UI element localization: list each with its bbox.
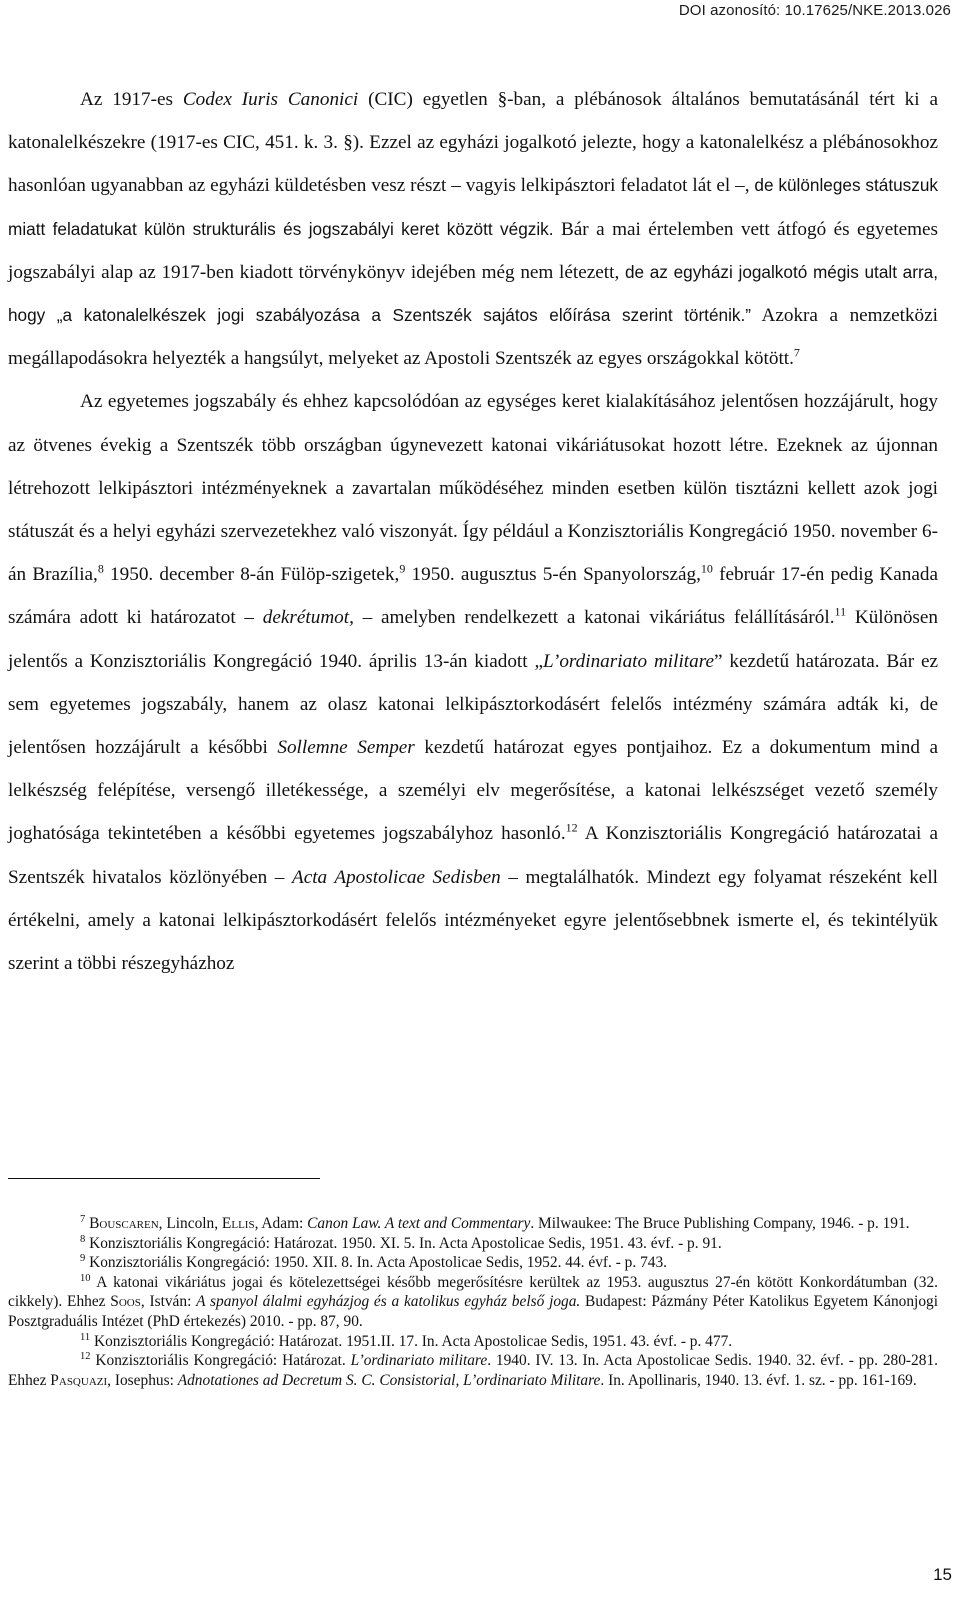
text-span: – megtalálhatók. Mindezt egy folyamat részeként kell értékelni, amely a katonai lelkipásztorkodásért felelős intézményeket egyre jelentősebbnek ismerte el, és tekintélyük szerint a többi részegyházhoz bbox=[8, 866, 938, 975]
paragraph-1 bbox=[8, 78, 938, 380]
footnote-8 bbox=[8, 1234, 938, 1254]
italic-span: Adnotationes ad Decretum S. C. Consistorial, L’ordinariato Militare bbox=[177, 1371, 601, 1389]
italic-span: Sollemne Semper bbox=[277, 737, 415, 759]
text-span: B bbox=[89, 1215, 100, 1232]
text-span: , Adam: bbox=[254, 1215, 308, 1232]
footnote-number: 8 bbox=[80, 1233, 86, 1245]
text-span: Az egyetemes jogszabály és ehhez kapcsolódóan az egységes keret kialakításához jelentősen hozzájárult, hogy az ötvenes évekig a Szentszék több országban úgynevezett katonai vikáriátusokat hozott létre. Ezeknek az újonnan létrehozott lelkipásztori intézményeknek a zavartalan működéséhez minden esetben külön tisztázni kellett azok jogi státuszát és a helyi egyházi szervezetekhez való viszonyát. Így például a Konzisztoriális Kongregáció 1950. november 6-án Brazília, bbox=[8, 391, 938, 586]
footnote-ref-10[interactable]: 10 bbox=[700, 561, 713, 576]
text-span: Budapest: Pázmány Péter Katolikus Egyetem Kánonjogi Posztgraduális Intézet (PhD értekezés) 2010. - pp. 87, 90. bbox=[8, 1293, 938, 1330]
doi-header: DOI azonosító: 10.17625/NKE.2013.026 bbox=[678, 2, 951, 19]
footnote-number: 10 bbox=[80, 1272, 91, 1284]
footnote-number: 12 bbox=[80, 1351, 91, 1363]
smallcaps-span: llis bbox=[231, 1215, 255, 1232]
text-span: Konzisztoriális Kongregáció: Határozat. 1950. XI. 5. In. Acta Apostolicae Sedis, 1951. 43. évf. - p. 91. bbox=[89, 1234, 722, 1252]
text-span: 1950. augusztus 5-én Spanyolország, bbox=[405, 564, 701, 586]
footnote-number: 9 bbox=[80, 1253, 86, 1265]
text-span: . In. Apollinaris, 1940. 13. évf. 1. sz. - pp. 161-169. bbox=[600, 1371, 917, 1389]
text-span: A Konzisztoriális Kongregáció határozatai a Szentszék hivatalos közlönyében – bbox=[8, 823, 938, 888]
text-span: (CIC) egyetlen §-ban, a plébánosok általános bemutatásánál tért ki a katonalelkészekre (1917-es CIC, 451. k. 3. §). Ezzel az egyházi jogalkotó jelezte, hogy a katonalelkész a plébánosokhoz hasonlóan ugyanabban az egyházi küldetésben vesz részt – vagyis lelkipásztori feladatot lát el –, bbox=[8, 89, 938, 197]
footnotes bbox=[8, 1214, 938, 1390]
text-span: Az 1917-es bbox=[80, 89, 183, 110]
text-span: , Iosephus: bbox=[107, 1371, 178, 1389]
text-span: . 1940. IV. 13. In. Acta Apostolicae Sedis. 1940. 32. évf. - pp. 280-281. Ehhez P bbox=[8, 1352, 938, 1389]
footnote-ref-7[interactable]: 7 bbox=[793, 345, 800, 360]
sans-span: de különleges státuszuk miatt feladatukat külön strukturális és jogszabályi keret között végzik. bbox=[8, 175, 938, 239]
italic-span: L’ordinariato militare bbox=[350, 1352, 488, 1370]
text-span: – amelyben rendelkezett a katonai vikáriátus felállításáról. bbox=[353, 607, 835, 629]
text-span: Bár a mai értelemben vett átfogó és egyetemes jogszabályi alap az 1917-ben kiadott törvénykönyv idejében még nem létezett, bbox=[8, 218, 938, 283]
text-span: Azokra a nemzetközi megállapodásokra helyezték a hangsúlyt, melyeket az Apostoli Szentszék az egyes országokkal kötött. bbox=[8, 305, 938, 370]
sans-span: de az egyházi jogalkotó mégis utalt arra, hogy „a katonalelkészek jogi szabályozása a Szentszék sajátos előírása szerint történik.” bbox=[8, 261, 938, 326]
footnote-indent bbox=[8, 1274, 80, 1291]
footnote-separator bbox=[8, 1178, 320, 1179]
italic-span: L’ordinariato militare bbox=[542, 650, 714, 672]
page-number: 15 bbox=[933, 1565, 952, 1584]
footnote-11 bbox=[8, 1332, 938, 1352]
footnote-indent bbox=[8, 1235, 80, 1252]
italic-span: Acta Apostolicae Sedisben bbox=[291, 866, 501, 888]
footnote-7 bbox=[8, 1214, 938, 1234]
footnote-12 bbox=[8, 1351, 938, 1390]
paragraph-2 bbox=[8, 380, 938, 985]
footnote-number: 7 bbox=[80, 1213, 86, 1225]
footnote-number: 11 bbox=[80, 1331, 91, 1343]
italic-span: dekrétumot, bbox=[262, 607, 354, 629]
text-span: Konzisztoriális Kongregáció: Határozat. 1951.II. 17. In. Acta Apostolicae Sedis, 1951. 43. évf. - p. 477. bbox=[93, 1332, 733, 1350]
footnote-ref-12[interactable]: 12 bbox=[565, 821, 578, 836]
text-span: Konzisztoriális Kongregáció: 1950. XII. 8. In. Acta Apostolicae Sedis, 1952. 44. évf. - p. 743. bbox=[89, 1254, 668, 1272]
footnote-ref-11[interactable]: 11 bbox=[834, 605, 847, 620]
text-span: , Lincoln, E bbox=[158, 1215, 232, 1232]
text-span: kezdetű határozat egyes pontjaihoz. Ez a dokumentum mind a lelkészség felépítése, versengő illetékessége, a személyi elv megerősítése, a katonai lelkészséget vezető személy joghatósága tekintetében a későbbi egyetemes jogszabályhoz hasonló. bbox=[8, 737, 938, 845]
text-span: . Milwaukee: The Bruce Publishing Company, 1946. - p. 191. bbox=[530, 1215, 910, 1232]
footnote-indent bbox=[8, 1254, 80, 1271]
italic-span: Canon Law. A text and Commentary bbox=[307, 1215, 531, 1232]
footnote-9 bbox=[8, 1253, 938, 1273]
text-span: ” kezdetű határozata. Bár ez sem egyetemes jogszabály, hanem az olasz katonai lelkipásztorkodásért felelős intézmény számára adták ki, de jelentősen hozzájárult a későbbi bbox=[8, 650, 938, 759]
footnote-indent bbox=[8, 1333, 80, 1350]
footnote-ref-8[interactable]: 8 bbox=[97, 561, 104, 576]
italic-span: A spanyol álalmi egyházjog és a katolikus egyház belső joga. bbox=[196, 1293, 581, 1311]
footnote-ref-9[interactable]: 9 bbox=[399, 561, 406, 576]
text-span: február 17-én pedig Kanada számára adott ki határozatot – bbox=[8, 564, 938, 629]
text-span: A katonai vikáriátus jogai és kötelezettségei később megerősítésre kerültek az 1953. augusztus 27-én kötött Konkordátumban (32. cikkely). Ehhez S bbox=[8, 1273, 938, 1311]
italic-span: Codex Iuris Canonici bbox=[182, 89, 359, 110]
smallcaps-span: oos bbox=[118, 1293, 141, 1311]
main-text bbox=[8, 78, 938, 985]
text-span: Konzisztoriális Kongregáció: Határozat. bbox=[95, 1352, 351, 1370]
footnote-indent bbox=[8, 1215, 80, 1232]
text-span: 1950. december 8-án Fülöp-szigetek, bbox=[103, 564, 400, 586]
text-span: , István: bbox=[140, 1293, 197, 1311]
smallcaps-span: asquazi bbox=[58, 1371, 108, 1389]
smallcaps-span: ouscaren bbox=[99, 1215, 159, 1232]
footnote-10 bbox=[8, 1273, 938, 1332]
footnote-indent bbox=[8, 1352, 80, 1369]
text-span: Különösen jelentős a Konzisztoriális Kongregáció 1940. április 13-án kiadott „ bbox=[8, 607, 938, 672]
